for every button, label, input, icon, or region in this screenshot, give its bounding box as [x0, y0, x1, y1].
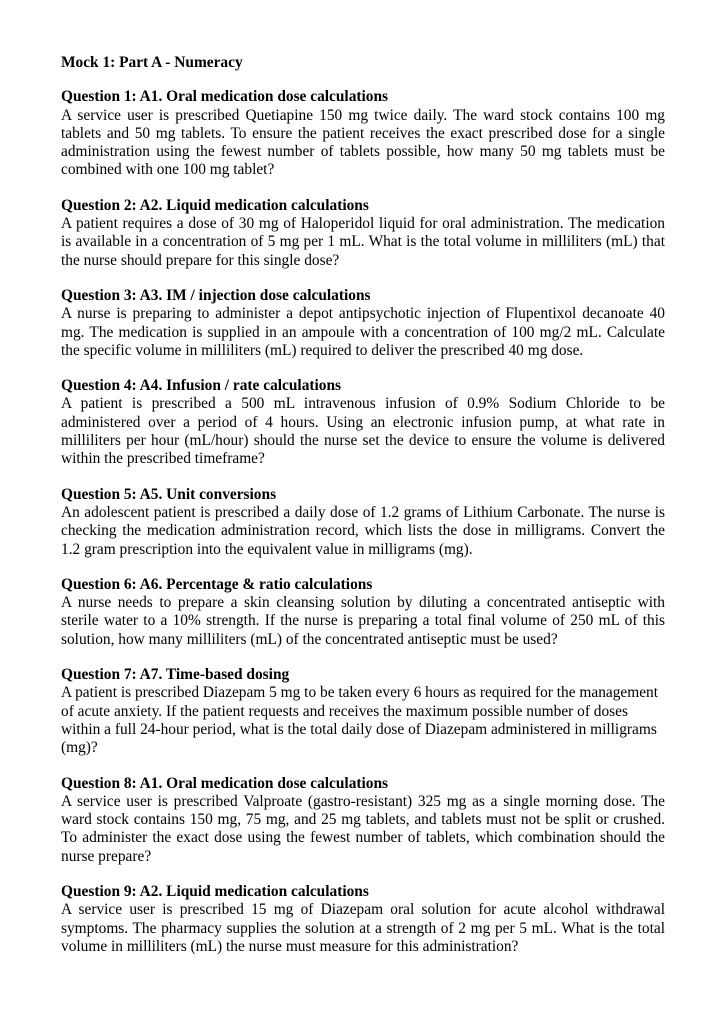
question-heading: Question 6: A6. Percentage & ratio calculations [61, 575, 373, 593]
question-heading: Question 8: A1. Oral medication dose calculations [61, 774, 389, 792]
question-heading: Question 2: A2. Liquid medication calculations [61, 196, 369, 214]
question-4 [61, 377, 665, 468]
question-body: A service user is prescribed 15 mg of Diazepam oral solution for acute alcohol withdrawal symptoms. The pharmacy supplies the solution at a strength of 2 mg per 5 mL. What is the total volume in milliliters (mL) the nurse must measure for this administration? [61, 901, 665, 955]
question-6 [61, 576, 665, 649]
question-heading: Question 1: A1. Oral medication dose calculations [61, 88, 389, 106]
question-3 [61, 287, 665, 360]
question-heading: Question 7: A7. Time-based dosing [61, 666, 290, 684]
question-7 [61, 666, 665, 757]
question-heading: Question 5: A5. Unit conversions [61, 485, 277, 503]
question-1 [61, 88, 665, 179]
question-body: A patient is prescribed a 500 mL intravenous infusion of 0.9% Sodium Chloride to be administered over a period of 4 hours. Using an electronic infusion pump, at what rate in milliliters per hour (mL/hour) should the nurse set the device to ensure the volume is delivered within the prescribed timeframe? [61, 395, 665, 468]
document-title: Mock 1: Part A - Numeracy [61, 54, 243, 71]
question-8 [61, 775, 665, 866]
question-heading: Question 9: A2. Liquid medication calculations [61, 882, 369, 900]
question-body: A nurse is preparing to administer a depot antipsychotic injection of Flupentixol decanoate 40 mg. The medication is supplied in an ampoule with a concentration of 100 mg/2 mL. Calculate the specific volume in milliliters (mL) required to deliver the prescribed 40 mg dose. [61, 305, 665, 359]
question-body: An adolescent patient is prescribed a daily dose of 1.2 grams of Lithium Carbonate. The nurse is checking the medication administration record, which lists the dose in milligrams. Convert the 1.2 gram prescription into the equivalent value in milligrams (mg). [61, 503, 665, 558]
question-heading: Question 3: A3. IM / injection dose calculations [61, 286, 371, 304]
question-body: A nurse needs to prepare a skin cleansing solution by diluting a concentrated antiseptic with sterile water to a 10% strength. If the nurse is preparing a total final volume of 250 mL of this solution, how many milliliters (mL) of the concentrated antiseptic must be used? [61, 594, 665, 648]
question-2 [61, 197, 665, 270]
question-body: A patient is prescribed Diazepam 5 mg to be taken every 6 hours as required for the management of acute anxiety. If the patient requests and receives the maximum possible number of doses within a full 24-hour period, what is the total daily dose of Diazepam administered in milligrams (mg)? [61, 684, 659, 757]
question-body: A service user is prescribed Valproate (gastro-resistant) 325 mg as a single morning dose. The ward stock contains 150 mg, 75 mg, and 25 mg tablets, and tablets must not be split or crushed. To administer the exact dose using the fewest number of tablets, which combination should the nurse prepare? [61, 792, 665, 865]
question-body: A service user is prescribed Quetiapine 150 mg twice daily. The ward stock contains 100 mg tablets and 50 mg tablets. To ensure the patient receives the exact prescribed dose for a single administration using the fewest number of tablets possible, how many 50 mg tablets must be combined with one 100 mg tablet? [61, 106, 665, 179]
question-5 [61, 486, 665, 559]
document-page [61, 54, 665, 973]
question-heading: Question 4: A4. Infusion / rate calculations [61, 377, 342, 395]
question-9 [61, 883, 665, 956]
question-body: A patient requires a dose of 30 mg of Haloperidol liquid for oral administration. The medication is available in a concentration of 5 mg per 1 mL. What is the total volume in milliliters (mL) that the nurse should prepare for this single dose? [61, 215, 665, 269]
